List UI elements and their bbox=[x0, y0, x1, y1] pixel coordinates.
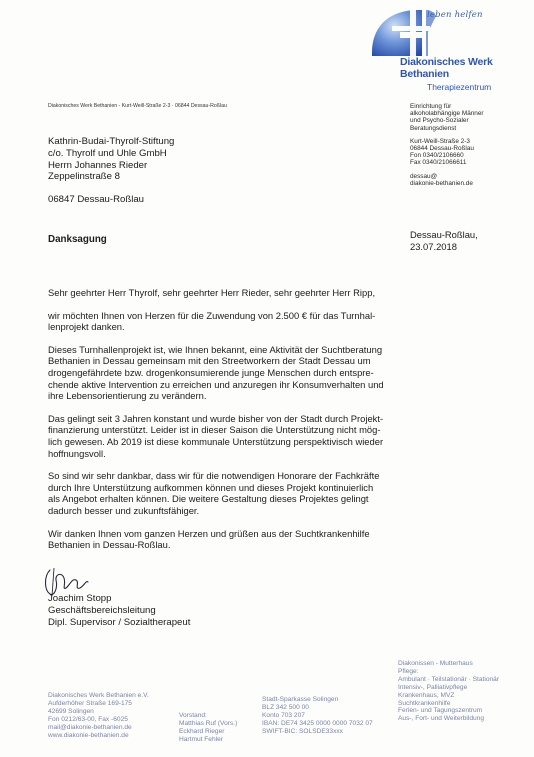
footer-line: Krankenhaus, MVZ bbox=[398, 691, 455, 699]
footer-website-link[interactable]: www.diakonie-bethanien.de bbox=[48, 731, 129, 739]
footer-line: Intensiv-, Palliativpflege bbox=[398, 683, 468, 691]
footer-line: Aufderhöher Straße 169-175 bbox=[48, 699, 132, 707]
facility-info-block bbox=[410, 103, 528, 187]
footer-line: Suchtkrankenhilfe bbox=[398, 699, 451, 707]
logo-name-line1: Diakonisches Werk bbox=[400, 56, 493, 68]
footer-line: Ambulant · Teilstationär · Stationär bbox=[398, 675, 500, 683]
footer-organization bbox=[48, 692, 149, 739]
info-line: und Psycho-Sozialer bbox=[410, 117, 469, 125]
info-line: Fon 0340/2106660 bbox=[410, 152, 464, 160]
logo-name-line2: Bethanien bbox=[400, 68, 449, 80]
info-line: Einrichtung für bbox=[410, 103, 452, 110]
signer-role: Geschäftsbereichsleitung bbox=[48, 604, 156, 616]
body-line: Bethanien in Dessau-Roßlau. bbox=[48, 539, 171, 551]
letter-subject: Danksagung bbox=[48, 234, 107, 245]
letter-body bbox=[48, 287, 488, 551]
info-line: dessau@ bbox=[410, 172, 438, 180]
signer-block bbox=[48, 593, 190, 628]
body-line: drogengefährdete bzw. drogenkonsumierende junge Menschen durch entspre- bbox=[48, 366, 374, 378]
body-line: Wir danken Ihnen vom ganzen Herzen und grüßen aus der Suchtkrankenhilfe bbox=[48, 527, 370, 539]
info-email-link[interactable]: diakonie-bethanien.de bbox=[410, 179, 473, 187]
letter-date bbox=[410, 229, 478, 254]
recipient-city: 06847 Dessau-Roßlau bbox=[48, 194, 144, 206]
recipient-address bbox=[48, 136, 174, 206]
recipient-line: c/o. Thyrolf und Uhle GmbH bbox=[48, 147, 167, 159]
logo-subtitle: Therapiezentrum bbox=[427, 82, 492, 92]
body-line: finanzierung unterstützt. Leider ist in dieser Saison die Unterstützung nicht mög- bbox=[48, 424, 381, 436]
body-line: chende aktive Intervention zu erreichen und anzuregen ihr Konsumverhalten und bbox=[48, 378, 384, 390]
body-line: durch Ihre Unterstützung aufkommen können und dieses Projekt kontinuierlich bbox=[48, 481, 374, 493]
footer-email-link[interactable]: mail@diakonie-bethanien.de bbox=[48, 723, 132, 731]
footer-line: Stadt-Sparkasse Solingen bbox=[262, 696, 339, 703]
body-line: ihre Lebensorientierung zu verändern. bbox=[48, 390, 207, 402]
footer-services bbox=[398, 660, 499, 723]
salutation: Sehr geehrter Herr Thyrolf, sehr geehrter Herr Rieder, sehr geehrter Herr Ripp, bbox=[48, 287, 376, 298]
footer-line: SWIFT-BIC: SOLSDE33xxx bbox=[262, 727, 343, 735]
body-line: wir möchten Ihnen von Herzen für die Zuwendung von 2.500 € für das Turnhal- bbox=[48, 309, 376, 321]
recipient-line: Kathrin-Budai-Thyrolf-Stiftung bbox=[48, 136, 175, 147]
info-line: Kurt-Weill-Straße 2-3 bbox=[410, 137, 470, 145]
info-line: 06844 Dessau-Roßlau bbox=[410, 145, 474, 153]
body-line: dadurch besser und zukunftsfähiger. bbox=[48, 504, 200, 516]
body-line: als Angebot erhalten können. Die weitere Gestaltung dieses Projektes gelingt bbox=[48, 493, 369, 505]
footer-line: Fon 0212/63-00, Fax -6025 bbox=[48, 715, 128, 723]
body-line: So sind wir sehr dankbar, dass wir für die notwendigen Honorare der Fachkräfte bbox=[48, 470, 380, 482]
footer-line: Aus-, Fort- und Weiterbildung bbox=[398, 715, 485, 723]
footer-line: Diakonisches Werk Bethanien e.V. bbox=[48, 692, 149, 699]
body-line: lich gewesen. Ab 2019 ist diese kommunale Unterstützung perspektivisch wieder bbox=[48, 435, 384, 447]
date-value: 23.07.2018 bbox=[410, 241, 457, 253]
signer-title: Dipl. Supervisor / Sozialtherapeut bbox=[48, 616, 191, 628]
body-line: Dieses Turnhallenprojekt ist, wie Ihnen bekannt, eine Aktivität der Suchtberatung bbox=[48, 343, 383, 355]
footer-bank bbox=[262, 696, 373, 736]
body-line: hoffnungsvoll. bbox=[48, 447, 106, 459]
footer-board bbox=[179, 712, 237, 744]
footer-line: 42699 Solingen bbox=[48, 707, 94, 715]
info-line: alkoholabhängige Männer bbox=[410, 110, 484, 118]
recipient-line: Zeppelinstraße 8 bbox=[48, 171, 120, 183]
sender-address-line: Diakonisches Werk Bethanien - Kurt-Weill-Straße 2-3 · 06844 Dessau-Roßlau bbox=[48, 103, 227, 109]
footer-line: Ferien- und Tagungszentrum bbox=[398, 707, 483, 715]
footer-line: IBAN: DE74 3425 0000 0000 7032 07 bbox=[262, 719, 373, 727]
footer-line: Diakonissen - Mutterhaus bbox=[398, 660, 473, 667]
footer-line: Matthias Ruf (Vors.) bbox=[179, 719, 238, 727]
organization-logo bbox=[370, 4, 520, 96]
footer-line: Konto 703 207 bbox=[262, 711, 305, 719]
body-line: Das gelingt seit 3 Jahren konstant und wurde bisher von der Stadt durch Projekt- bbox=[48, 412, 384, 424]
recipient-line: Herrn Johannes Rieder bbox=[48, 159, 148, 171]
date-place: Dessau-Roßlau, bbox=[410, 229, 478, 240]
info-line: Beratungsdienst bbox=[410, 124, 457, 132]
footer-line: Vorstand: bbox=[179, 712, 207, 719]
footer-line: BLZ 342 500 00 bbox=[262, 703, 309, 711]
body-line: Bethanien in Dessau gemeinsam mit den Streetworkern der Stadt Dessau um bbox=[48, 355, 371, 367]
body-line: lenprojekt danken. bbox=[48, 321, 125, 333]
signer-name: Joachim Stopp bbox=[48, 593, 112, 604]
info-line: Fax 0340/21066611 bbox=[410, 159, 467, 167]
footer-line: Pflege: bbox=[398, 667, 419, 675]
footer-line: Hartmut Fehler bbox=[179, 735, 223, 743]
logo-tagline: leben helfen bbox=[427, 10, 483, 20]
footer-line: Eckhard Rieger bbox=[179, 727, 225, 735]
